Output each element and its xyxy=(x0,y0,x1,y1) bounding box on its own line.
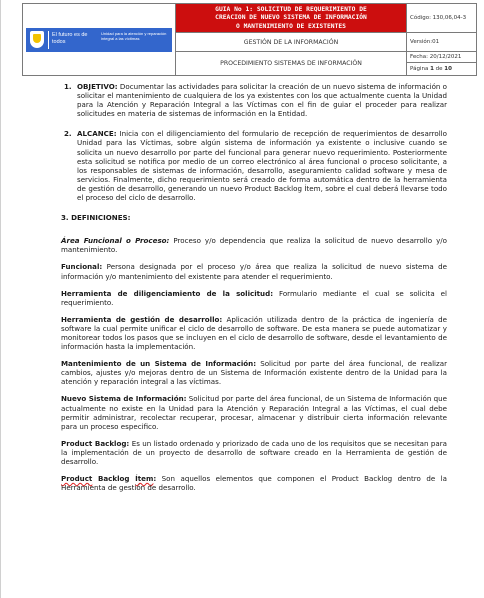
section-heading: OBJETIVO: xyxy=(77,82,118,91)
definition-term: Mantenimiento de un Sistema de Información: xyxy=(61,359,257,369)
document-date: Fecha: 20/12/2021 xyxy=(407,52,477,63)
government-logo xyxy=(26,28,172,52)
definition-term: Nuevo Sistema de Información: xyxy=(61,394,187,404)
definition-term: Funcional: xyxy=(61,262,103,272)
section-heading: ALCANCE: xyxy=(77,129,117,139)
definition-herramienta-gestion xyxy=(61,315,447,351)
process-area: GESTIÓN DE LA INFORMACIÓN xyxy=(176,33,406,52)
document-title-line-1: GUIA No 1: SOLICITUD DE REQUERIMIENTO DE xyxy=(215,6,367,13)
spellcheck-underlined-word: Ítem xyxy=(135,474,154,484)
section-objetivo xyxy=(61,82,447,118)
definition-text: Solicitud por parte del área funcional, de un Sistema de Información que actualmente no existe en la Unidad para la Atención y Reparación Integral a las Víctimas, el cual debe permitir administrar, recolectar recuperar, procesar, almacenar y distribuir cierta información relevante para un proceso especifico. xyxy=(61,394,447,431)
document-meta-column xyxy=(406,4,477,75)
document-version: Versión:01 xyxy=(407,33,477,52)
definition-term: Product Backlog Ítem: xyxy=(61,474,157,484)
logo-cell xyxy=(23,4,176,75)
definition-text: Solicitud por parte del área funcional, de realizar cambios, ajustes y/o mejoras dentro de un Sistema de Información existente dentro de la Unidad para la atención y reparación integral a las víctimas. xyxy=(61,359,447,387)
document-header-table xyxy=(22,3,477,76)
definition-text: Proceso y/o dependencia que realiza la solicitud de nuevo desarrollo y/o mantenimiento. xyxy=(61,236,447,255)
document-code: Código: 130,06,04-3 xyxy=(407,4,477,33)
definition-term: Área Funcional o Proceso: xyxy=(61,236,170,246)
section-definiciones-heading: 3. DEFINICIONES: xyxy=(61,213,131,223)
definition-funcional xyxy=(61,262,447,280)
procedure-name: PROCEDIMIENTO SISTEMAS DE INFORMACIÓN xyxy=(220,60,362,67)
section-text: Inicia con el diligenciamiento del formulario de recepción de requerimientos de desarrollo Unidad para las Víctimas, sobre algún sistema de información ya existente o inclusive cuando se solicita un nuevo desarrollo por parte del funcional para generar nuevo requerimiento. Posteriormente esta solicitud se notifica por medio de un correo electrónico al área funcional o proceso solicitante, a los responsables de sistemas de información, desarrollo, aseguramiento calidad software y mesa de servicios. Finalmente, dicho requerimiento será creado de forma automática dentro de la herramienta de gestión de desarrollo, generando un nuevo Product Backlog Ítem, sobre el cual deberá llevarse todo el proceso del ciclo de desarrollo. xyxy=(77,129,447,203)
logo-tagline: El futuro es de todos xyxy=(52,32,88,45)
section-number: 2. xyxy=(64,129,72,139)
document-title-line-2: CREACION DE NUEVO SISTEMA DE INFORMACIÓN xyxy=(215,14,367,22)
definition-term: Product Backlog: xyxy=(61,438,130,448)
spellcheck-underlined-word: Product xyxy=(61,474,93,484)
definition-text: Persona designada por el proceso y/o área que realiza la solicitud de nuevo sistema de información y/o mantenimiento del existente para atender el requerimiento. xyxy=(61,262,447,281)
document-body xyxy=(61,82,447,500)
page-number: Página 1 de 10 xyxy=(410,66,452,72)
definition-term: Herramienta de gestión de desarrollo: xyxy=(61,314,223,324)
logo-divider xyxy=(48,31,49,49)
definition-nuevo-sistema xyxy=(61,394,447,430)
definition-product-backlog xyxy=(61,439,447,466)
definition-text: Aplicación utilizada dentro de la práctica de ingeniería de software la cual permite unificar el ciclo de desarrollo de software. De esta manera se puede automatizar y monitorear todos los pasos que se incluyen en el ciclo de desarrollo de software, desde el levantamiento de información hasta la implementación. xyxy=(61,314,448,352)
definition-text: Son aquellos elementos que componen el Product Backlog dentro de la Herramienta de gestión de desarrollo. xyxy=(61,474,447,493)
definition-product-backlog-item xyxy=(61,474,447,492)
document-title-line-3: O MANTENIMIENTO DE EXISTENTES xyxy=(236,22,346,30)
section-text: Documentar las actividades para solicitar la creación de un nuevo sistema de información o solicitar el mantenimiento de cualquiera de los ya existentes con los que actualmente cuenta la Unidad para la Atención y Reparación Integral a las Víctimas con el fin de guiar el proceder para realizar solicitudes en materia de sistemas de información en la Entidad. xyxy=(77,82,448,119)
definition-mantenimiento xyxy=(61,359,447,386)
definition-area-funcional xyxy=(61,236,447,254)
document-title xyxy=(176,4,406,33)
coat-of-arms-icon xyxy=(30,31,44,48)
definition-herramienta-diligenciamiento xyxy=(61,289,447,307)
definition-term: Herramienta de diligenciamiento de la solicitud: xyxy=(61,288,274,298)
definition-text: Es un listado ordenado y priorizado de cada uno de los requisitos que se necesitan para la implementación de un proyecto de desarrollo de software creado en la Herramienta de gestión de desarrollo. xyxy=(61,438,447,466)
logo-entity-name: Unidad para la atención y reparación integral a las víctimas xyxy=(101,31,167,41)
section-alcance xyxy=(61,129,447,202)
definition-text: Formulario mediante el cual se solicita el requerimiento. xyxy=(61,288,447,307)
section-number: 1. xyxy=(64,82,72,91)
